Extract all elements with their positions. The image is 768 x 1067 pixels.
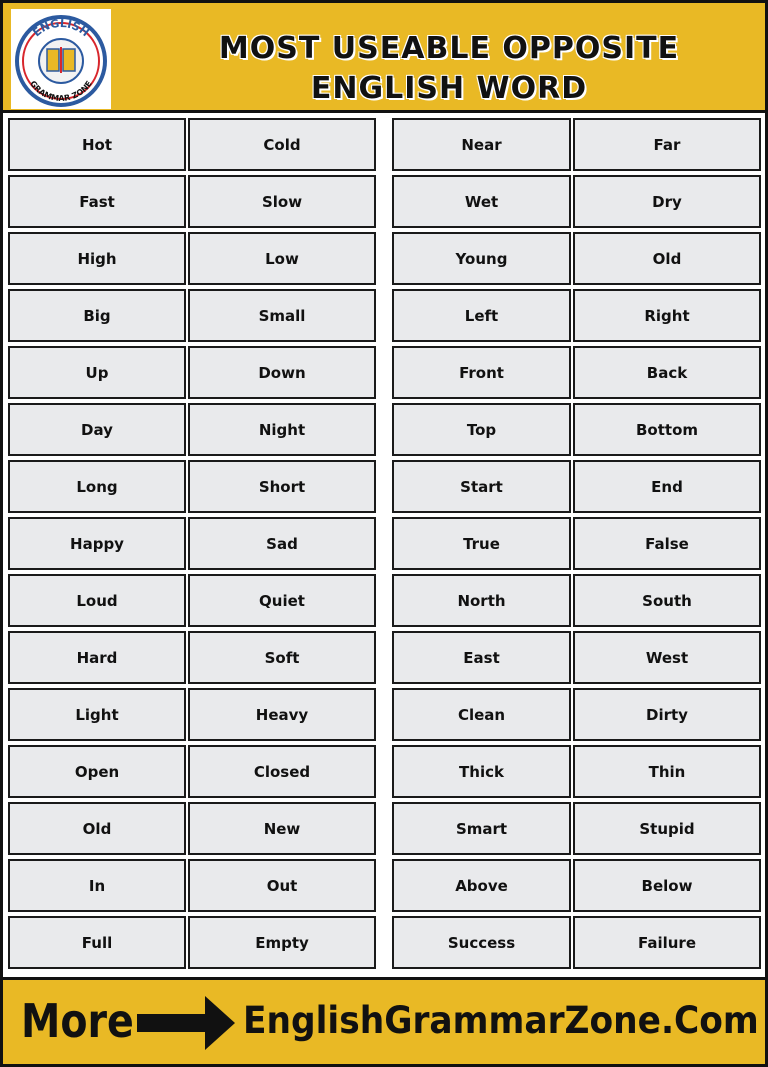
left-word-cell: Loud (8, 574, 186, 627)
left-word-cell: Old (8, 802, 186, 855)
left-opposite-cell: Closed (188, 745, 376, 798)
left-word-cell: Hot (8, 118, 186, 171)
more-label: More (21, 994, 134, 1048)
title-line-1: MOST USEABLE OPPOSITE (218, 31, 680, 66)
left-opposite-cell: Small (188, 289, 376, 342)
left-opposite-cell: Slow (188, 175, 376, 228)
left-word-cell: In (8, 859, 186, 912)
right-word-cell: Above (392, 859, 571, 912)
left-opposite-cell: Soft (188, 631, 376, 684)
left-opposite-cell: Empty (188, 916, 376, 969)
right-word-cell: Success (392, 916, 571, 969)
left-opposite-cell: Short (188, 460, 376, 513)
right-word-cell: Wet (392, 175, 571, 228)
right-opposite-cell: Bottom (573, 403, 761, 456)
left-opposite-cell: Out (188, 859, 376, 912)
right-opposite-cell: Old (573, 232, 761, 285)
right-word-cell: East (392, 631, 571, 684)
left-word-cell: Light (8, 688, 186, 741)
left-word-cell: Fast (8, 175, 186, 228)
left-word-cell: Hard (8, 631, 186, 684)
right-word-cell: Smart (392, 802, 571, 855)
page-title (133, 29, 765, 109)
right-opposite-cell: Failure (573, 916, 761, 969)
right-word-cell: Young (392, 232, 571, 285)
right-opposite-cell: End (573, 460, 761, 513)
left-word-cell: Full (8, 916, 186, 969)
right-opposite-cell: Dry (573, 175, 761, 228)
left-word-cell: Long (8, 460, 186, 513)
right-opposite-cell: West (573, 631, 761, 684)
right-word-cell: Clean (392, 688, 571, 741)
left-opposite-cell: Night (188, 403, 376, 456)
right-opposite-cell: Right (573, 289, 761, 342)
left-word-cell: Happy (8, 517, 186, 570)
logo-emblem-icon (11, 9, 111, 109)
right-word-cell: Top (392, 403, 571, 456)
left-opposite-cell: Heavy (188, 688, 376, 741)
website-link[interactable]: EnglishGrammarZone.Com (243, 999, 759, 1042)
left-word-cell: Open (8, 745, 186, 798)
footer-banner (3, 977, 765, 1064)
title-line-2: ENGLISH WORD (310, 71, 588, 106)
right-opposite-cell: Dirty (573, 688, 761, 741)
logo-text-top: ENGLISH (30, 16, 92, 40)
right-word-cell: North (392, 574, 571, 627)
right-opposite-cell: Back (573, 346, 761, 399)
right-opposite-cell: Far (573, 118, 761, 171)
left-word-cell: Day (8, 403, 186, 456)
right-opposite-cell: False (573, 517, 761, 570)
left-word-cell: Up (8, 346, 186, 399)
left-opposite-cell: Cold (188, 118, 376, 171)
left-opposite-cell: New (188, 802, 376, 855)
header-banner (3, 3, 765, 113)
right-word-cell: Start (392, 460, 571, 513)
logo (11, 9, 111, 109)
right-opposite-cell: South (573, 574, 761, 627)
right-word-cell: True (392, 517, 571, 570)
logo-text-bottom: GRAMMAR ZONE (28, 79, 94, 104)
right-word-cell: Front (392, 346, 571, 399)
right-word-cell: Thick (392, 745, 571, 798)
opposites-table (0, 118, 768, 973)
left-opposite-cell: Down (188, 346, 376, 399)
left-opposite-cell: Low (188, 232, 376, 285)
right-opposite-cell: Thin (573, 745, 761, 798)
left-opposite-cell: Sad (188, 517, 376, 570)
right-opposite-cell: Stupid (573, 802, 761, 855)
right-arrow-icon (137, 994, 237, 1052)
right-word-cell: Left (392, 289, 571, 342)
right-opposite-cell: Below (573, 859, 761, 912)
right-word-cell: Near (392, 118, 571, 171)
left-word-cell: Big (8, 289, 186, 342)
left-word-cell: High (8, 232, 186, 285)
left-opposite-cell: Quiet (188, 574, 376, 627)
